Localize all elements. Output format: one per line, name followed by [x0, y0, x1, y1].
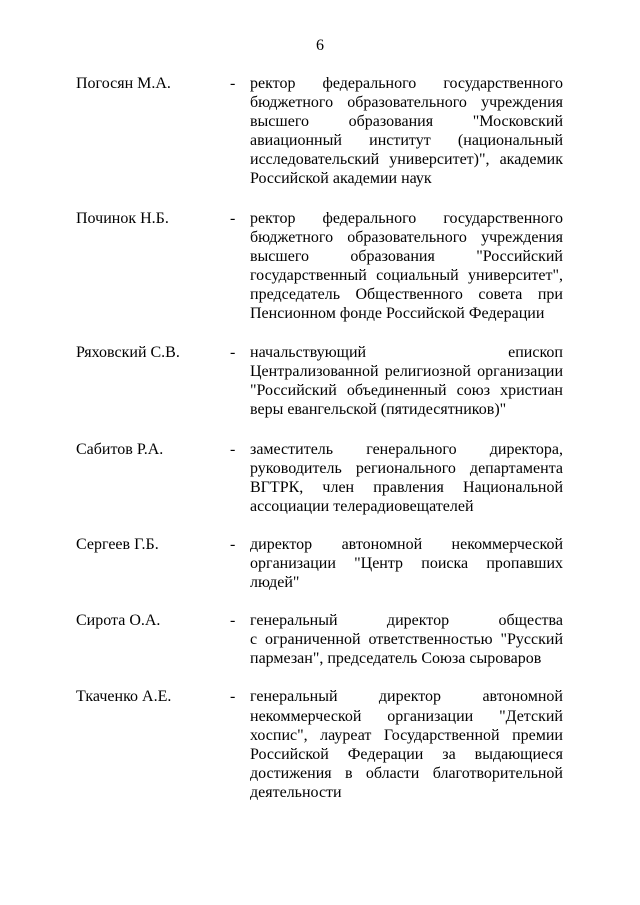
member-description — [250, 687, 563, 802]
description-line: директор автономной некоммерческой — [250, 535, 563, 553]
list-item — [76, 687, 564, 802]
list-item — [76, 74, 564, 189]
description-line: бюджетного образовательного учреждения — [250, 228, 563, 246]
description-line: заместитель генерального директора, — [250, 440, 563, 458]
member-name: Погосян М.А. — [76, 75, 171, 92]
description-line: веры евангельской (пятидесятников)" — [250, 401, 507, 419]
description-line: ректор федерального государственного — [250, 75, 563, 92]
description-line: начальствующий епископ — [250, 344, 563, 362]
dash-separator: - — [230, 75, 236, 92]
description-line: Централизованной религиозной организации — [250, 363, 563, 381]
description-line: государственный социальный университет", — [250, 266, 563, 284]
member-description — [250, 611, 563, 668]
description-line: генеральный директор автономной — [250, 688, 563, 706]
member-name: Ряховский С.В. — [76, 344, 180, 362]
description-line: генеральный директор общества — [250, 612, 563, 630]
member-name: Сабитов Р.А. — [76, 440, 164, 458]
member-description — [250, 209, 563, 324]
description-line: деятельности — [250, 783, 342, 801]
description-line: исследовательский университет)", академик — [250, 151, 563, 169]
dash-separator: - — [230, 535, 236, 553]
dash-separator: - — [230, 688, 236, 706]
dash-separator: - — [230, 209, 236, 227]
description-line: Российской Федерации за выдающиеся — [250, 745, 563, 763]
description-line: достижения в области благотворительной — [250, 764, 563, 782]
list-item — [76, 440, 564, 516]
description-line: высшего образования "Российский — [250, 247, 563, 265]
list-item — [76, 611, 564, 668]
member-name: Сирота О.А. — [76, 612, 161, 630]
description-line: Российской академии наук — [250, 170, 432, 188]
member-description — [250, 343, 563, 419]
member-description — [250, 74, 563, 189]
description-line: с ограниченной ответственностью "Русский — [250, 631, 563, 649]
description-line: пармезан", председатель Союза сыроваров — [250, 650, 542, 668]
description-line: ВГТРК, член правления Национальной — [250, 478, 563, 496]
description-line: председатель Общественного совета при — [250, 285, 563, 303]
list-item — [76, 209, 564, 324]
member-name: Ткаченко А.Е. — [76, 688, 172, 706]
description-line: высшего образования "Московский — [250, 113, 563, 131]
description-line: людей" — [250, 574, 300, 592]
member-name: Починок Н.Б. — [76, 209, 169, 227]
dash-separator: - — [230, 440, 236, 458]
page-number: 6 — [316, 37, 324, 54]
member-description — [250, 440, 563, 516]
description-line: Пенсионном фонде Российской Федерации — [250, 305, 545, 323]
description-line: некоммерческой организации "Детский — [250, 707, 563, 725]
member-list — [76, 74, 564, 802]
dash-separator: - — [230, 344, 236, 362]
description-line: ассоциации телерадиовещателей — [250, 497, 474, 515]
description-line: ректор федерального государственного — [250, 209, 563, 227]
list-item — [76, 535, 564, 592]
member-description — [250, 535, 563, 592]
description-line: хоспис", лауреат Государственной премии — [250, 726, 563, 744]
description-line: организации "Центр поиска пропавших — [250, 554, 563, 572]
member-name: Сергеев Г.Б. — [76, 535, 159, 553]
dash-separator: - — [230, 612, 236, 630]
description-line: "Российский объединенный союз христиан — [250, 382, 563, 400]
list-item — [76, 343, 564, 419]
description-line: руководитель регионального департамента — [250, 459, 563, 477]
description-line: бюджетного образовательного учреждения — [250, 94, 563, 112]
description-line: авиационный институт (национальный — [250, 132, 563, 150]
